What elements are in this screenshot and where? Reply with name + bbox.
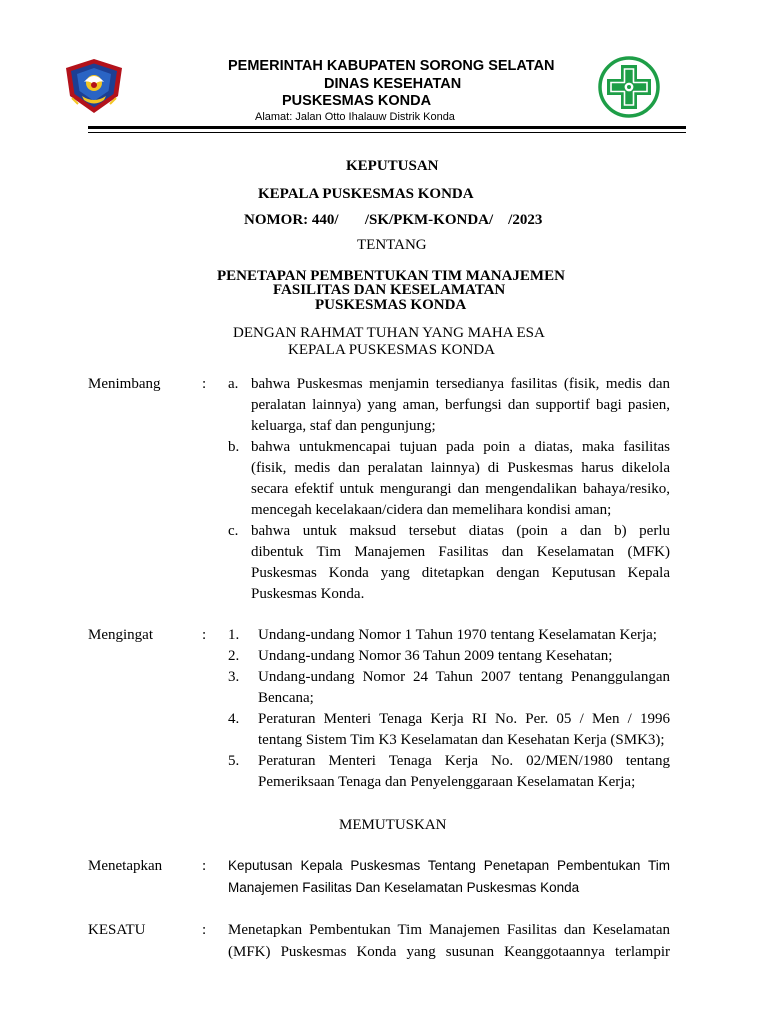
coat-of-arms-icon <box>64 58 124 114</box>
paragraph-line: (MFK) Puskesmas Konda yang susunan Keanggotaannya terlampir <box>228 944 670 960</box>
paragraph-line: Menetapkan Pembentukan Tim Manajemen Fasilitas dan Keselamatan <box>228 922 670 938</box>
puskesmas-cross-logo-icon <box>597 55 661 119</box>
mengingat-label: Mengingat <box>88 627 153 643</box>
subject-line: PUSKESMAS KONDA <box>315 297 467 313</box>
list-item <box>228 521 670 605</box>
item-text <box>251 521 670 605</box>
menimbang-list <box>228 374 670 605</box>
list-item <box>228 667 670 709</box>
item-line: Puskesmas Konda yang ditetapkan dengan Keputusan Kepala <box>251 565 670 581</box>
subject-line: PENETAPAN PEMBENTUKAN TIM MANAJEMEN <box>217 268 565 284</box>
item-line: secara efektif untuk mengurangi dan mengendalikan bahaya/resiko, <box>251 481 670 497</box>
subject-line: FASILITAS DAN KESELAMATAN <box>273 282 506 298</box>
menimbang-label: Menimbang <box>88 376 161 392</box>
item-line: Undang-undang Nomor 1 Tahun 1970 tentang Keselamatan Kerja; <box>258 627 657 643</box>
item-marker: 2. <box>228 648 240 664</box>
list-item <box>228 374 670 437</box>
item-marker: a. <box>228 376 239 392</box>
item-marker: c. <box>228 523 239 539</box>
menetapkan-colon: : <box>202 858 207 874</box>
letterhead-government: PEMERINTAH KABUPATEN SORONG SELATAN <box>228 58 555 74</box>
decision-heading: MEMUTUSKAN <box>339 817 447 833</box>
item-marker: 3. <box>228 669 240 685</box>
letterhead-department: DINAS KESEHATAN <box>324 76 462 92</box>
item-line: mencegah kecelakaan/cidera dan memelihara kondisi aman; <box>251 502 612 518</box>
item-text <box>258 667 670 709</box>
kesatu-colon: : <box>202 922 207 938</box>
list-item <box>228 646 670 667</box>
list-item <box>228 709 670 751</box>
item-marker: 5. <box>228 753 240 769</box>
kesatu-label: KESATU <box>88 922 146 938</box>
item-line: Undang-undang Nomor 36 Tahun 2009 tentang Kesehatan; <box>258 648 613 664</box>
item-marker: 1. <box>228 627 240 643</box>
item-text <box>251 374 670 437</box>
menetapkan-label: Menetapkan <box>88 858 163 874</box>
item-line: Undang-undang Nomor 24 Tahun 2007 tentang Penanggulangan <box>258 669 670 685</box>
item-line: bahwa untukmencapai tujuan pada poin a diatas, maka fasilitas <box>251 439 670 455</box>
paragraph-line: Keputusan Kepala Puskesmas Tentang Penetapan Pembentukan Tim <box>228 858 670 873</box>
list-item <box>228 437 670 521</box>
blessing-line: DENGAN RAHMAT TUHAN YANG MAHA ESA <box>233 325 545 341</box>
letterhead-address: Alamat: Jalan Otto Ihalauw Distrik Konda <box>255 111 455 123</box>
item-marker: 4. <box>228 711 240 727</box>
document-number: NOMOR: 440/ /SK/PKM-KONDA/ /2023 <box>244 212 543 228</box>
menimbang-colon: : <box>202 376 207 392</box>
item-line: keluarga, staf dan pengunjung; <box>251 418 436 434</box>
item-text <box>258 709 670 751</box>
kesatu-text <box>228 919 670 963</box>
menetapkan-text <box>228 855 670 899</box>
list-item <box>228 625 670 646</box>
item-text <box>251 437 670 521</box>
item-line: bahwa Puskesmas menjamin tersedianya fasilitas (fisik, medis dan <box>251 376 670 392</box>
item-line: Bencana; <box>258 690 314 706</box>
item-text <box>258 751 670 793</box>
letterhead-institution: PUSKESMAS KONDA <box>282 93 432 109</box>
item-marker: b. <box>228 439 240 455</box>
item-line: tentang Sistem Tim K3 Keselamatan dan Kesehatan Kerja (SMK3); <box>258 732 665 748</box>
item-line: (fisik, medis dan peralatan lainnya) di Puskesmas harus dikelola <box>251 460 670 476</box>
list-item <box>228 751 670 793</box>
item-line: Pemeriksaan Tenaga dan Penyelenggaraan Keselamatan Kerja; <box>258 774 636 790</box>
item-line: Peraturan Menteri Tenaga Kerja RI No. Per. 05 / Men / 1996 <box>258 711 670 727</box>
document-issuer: KEPALA PUSKESMAS KONDA <box>258 186 474 202</box>
item-line: peralatan lainnya) yang aman, berfungsi dan supportif bagi pasien, <box>251 397 670 413</box>
item-line: dibentuk Tim Manajemen Fasilitas dan Keselamatan (MFK) <box>251 544 670 560</box>
mengingat-colon: : <box>202 627 207 643</box>
item-line: Puskesmas Konda. <box>251 586 365 602</box>
item-line: Peraturan Menteri Tenaga Kerja No. 02/MEN/1980 tentang <box>258 753 670 769</box>
paragraph-line: Manajemen Fasilitas Dan Keselamatan Puskesmas Konda <box>228 880 580 895</box>
mengingat-list <box>228 625 670 793</box>
header-rule-thick <box>88 126 686 129</box>
item-text <box>258 625 670 646</box>
item-text <box>258 646 670 667</box>
official-line: KEPALA PUSKESMAS KONDA <box>288 342 495 358</box>
item-line: bahwa untuk maksud tersebut diatas (poin a dan b) perlu <box>251 523 670 539</box>
header-rule-thin <box>88 132 686 133</box>
document-heading: KEPUTUSAN <box>346 158 439 174</box>
about-label: TENTANG <box>357 237 427 253</box>
